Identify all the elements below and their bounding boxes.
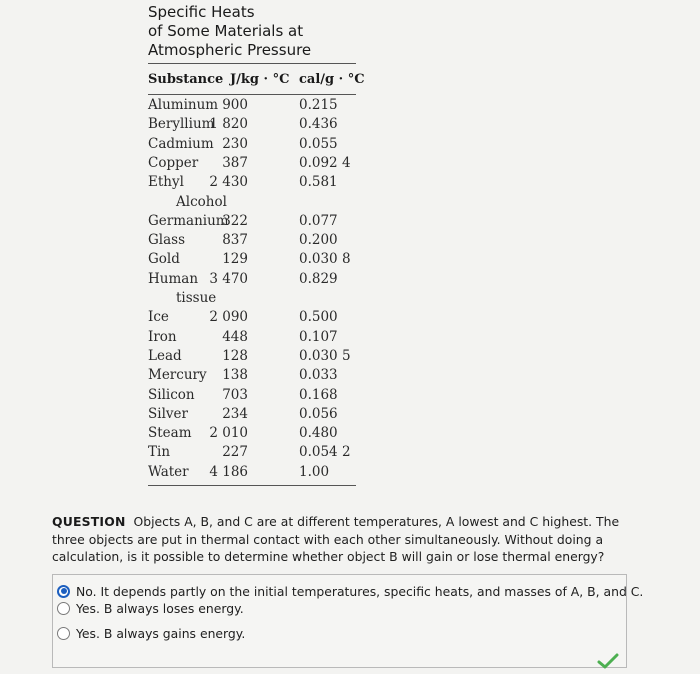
- cal-per-g-cell: 0.077: [299, 212, 338, 229]
- cal-per-g-cell: 0.581: [299, 174, 338, 191]
- substance-cell: Germanium: [148, 212, 229, 229]
- cal-per-g-cell: 0.033: [299, 367, 338, 384]
- specific-heats-table: [140, 0, 365, 490]
- substance-cell: Steam: [148, 425, 192, 442]
- j-per-kg-cell: 3 470: [209, 270, 248, 287]
- table-row: [148, 271, 358, 290]
- question-label: QUESTION: [52, 514, 126, 529]
- table-row: [148, 309, 358, 328]
- table-bottom-rule: [148, 485, 356, 486]
- j-per-kg-cell: 234: [222, 405, 248, 422]
- substance-cell: Tin: [148, 444, 171, 461]
- header-j-per-kg: J/kg · °C: [230, 72, 290, 87]
- table-row: [148, 251, 358, 270]
- table-row: [148, 348, 358, 367]
- j-per-kg-cell: 1 820: [209, 116, 248, 133]
- radio-icon[interactable]: [57, 602, 70, 615]
- substance-cell: Silicon: [148, 386, 195, 403]
- option-yes-loses[interactable]: [57, 598, 244, 618]
- substance-cell: Lead: [148, 347, 182, 364]
- table-row: [148, 367, 358, 386]
- table-row-continuation: [148, 194, 358, 213]
- header-cal-per-g: cal/g · °C: [299, 72, 365, 87]
- j-per-kg-cell: 387: [222, 154, 248, 171]
- j-per-kg-cell: 322: [222, 212, 248, 229]
- substance-cell: Gold: [148, 251, 180, 268]
- question-text: [52, 513, 652, 566]
- substance-cell: Ice: [148, 309, 169, 326]
- j-per-kg-cell: 4 186: [209, 463, 248, 480]
- table-row: [148, 444, 358, 463]
- substance-cell: Aluminum: [148, 97, 219, 113]
- cal-per-g-cell: 0.168: [299, 386, 338, 403]
- table-row-continuation: [148, 290, 358, 309]
- cal-per-g-cell: 1.00: [299, 463, 330, 480]
- option-label: Yes. B always loses energy.: [76, 600, 244, 616]
- cal-per-g-cell: 0.030 5: [299, 347, 351, 364]
- substance-cell: Glass: [148, 232, 186, 249]
- cal-per-g-cell: 0.056: [299, 405, 338, 422]
- cal-per-g-cell: 0.480: [299, 425, 338, 442]
- table-top-rule: [148, 63, 356, 64]
- cal-per-g-cell: 0.107: [299, 328, 338, 345]
- cal-per-g-cell: 0.055: [299, 135, 338, 152]
- table-title-line-2: of Some Materials at: [148, 22, 304, 40]
- substance-cell: Cadmium: [148, 135, 214, 152]
- cal-per-g-cell: 0.054 2: [299, 444, 351, 461]
- j-per-kg-cell: 837: [222, 232, 248, 249]
- j-per-kg-cell: 128: [222, 347, 248, 364]
- j-per-kg-cell: 230: [222, 135, 248, 152]
- j-per-kg-cell: 703: [222, 386, 248, 403]
- cal-per-g-cell: 0.030 8: [299, 251, 351, 268]
- answer-choices: [52, 574, 644, 668]
- table-row: [148, 116, 358, 135]
- j-per-kg-cell: 2 430: [209, 174, 248, 191]
- table-row: [148, 136, 358, 155]
- cal-per-g-cell: 0.500: [299, 309, 338, 326]
- cal-per-g-cell: 0.436: [299, 116, 338, 133]
- j-per-kg-cell: 2 090: [209, 309, 248, 326]
- j-per-kg-cell: 129: [222, 251, 248, 268]
- substance-cell: Mercury: [148, 367, 207, 384]
- substance-cell-continuation: Alcohol: [176, 193, 227, 210]
- substance-cell: Water: [148, 463, 189, 480]
- cal-per-g-cell: 0.092 4: [299, 154, 351, 171]
- table-row: [148, 329, 358, 348]
- substance-cell: Silver: [148, 405, 188, 422]
- substance-cell-continuation: tissue: [176, 290, 217, 306]
- table-row: [148, 406, 358, 425]
- table-header: [148, 72, 365, 92]
- j-per-kg-cell: 227: [222, 444, 248, 461]
- substance-cell: Human: [148, 270, 199, 287]
- table-row: [148, 97, 358, 116]
- table-row: [148, 155, 358, 174]
- table-row: [148, 387, 358, 406]
- j-per-kg-cell: 900: [222, 97, 248, 113]
- question-body: Objects A, B, and C are at different temperatures, A lowest and C highest. The three objects are put in thermal contact with each other simultaneously. Without doing a calculation, is it possible to determine whether object B will gain or lose thermal energy?: [52, 514, 620, 564]
- cal-per-g-cell: 0.829: [299, 270, 338, 287]
- option-label: No. It depends partly on the initial temperatures, specific heats, and masses of A, B, and C.: [76, 583, 644, 599]
- check-mark-icon: [597, 652, 619, 670]
- substance-cell: Copper: [148, 154, 199, 171]
- j-per-kg-cell: 138: [222, 367, 248, 384]
- option-yes-gains[interactable]: [57, 623, 245, 643]
- header-substance: Substance: [148, 72, 224, 87]
- table-row: [148, 464, 358, 483]
- j-per-kg-cell: 448: [222, 328, 248, 345]
- j-per-kg-cell: 2 010: [209, 425, 248, 442]
- table-row: [148, 232, 358, 251]
- substance-cell: Iron: [148, 328, 177, 345]
- substance-cell: Beryllium: [148, 116, 215, 133]
- cal-per-g-cell: 0.215: [299, 97, 338, 113]
- substance-cell: Ethyl: [148, 174, 184, 191]
- table-row: [148, 213, 358, 232]
- cal-per-g-cell: 0.200: [299, 232, 338, 249]
- radio-selected-icon[interactable]: [57, 585, 70, 598]
- table-row: [148, 174, 358, 193]
- table-title-line-3: Atmospheric Pressure: [148, 41, 312, 59]
- table-title-line-1: Specific Heats: [148, 3, 255, 21]
- option-label: Yes. B always gains energy.: [76, 625, 246, 641]
- table-header-rule: [148, 94, 356, 95]
- table-row: [148, 425, 358, 444]
- radio-icon[interactable]: [57, 627, 70, 640]
